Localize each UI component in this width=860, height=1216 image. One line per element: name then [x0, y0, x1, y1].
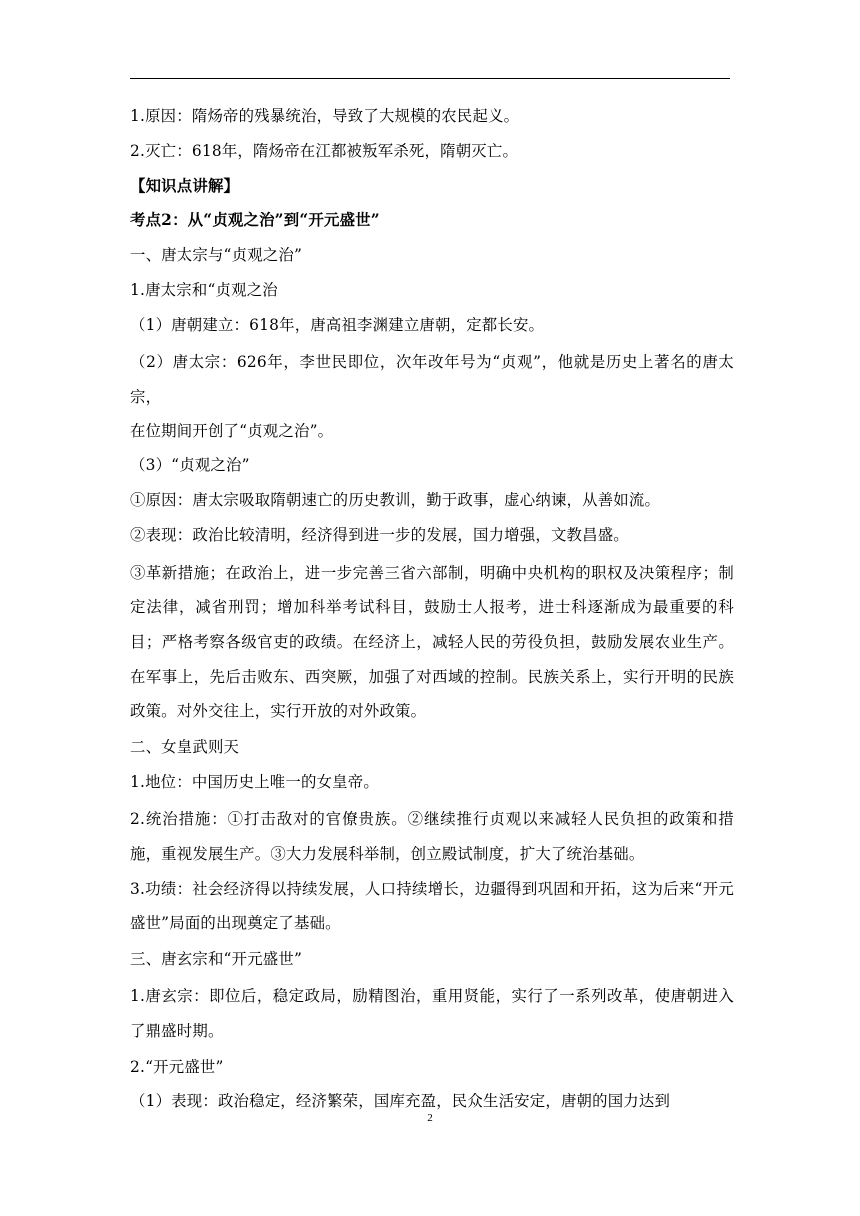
paragraph: ③革新措施；在政治上，进一步完善三省六部制，明确中央机构的职权及决策程序；制定法律，减省刑罚；增加科举考试科目，鼓励士人报考，进士科逐渐成为最重要的科目；严格考察各级官吏的政绩。在经济上，减轻人民的劳役负担，鼓励发展农业生产。在军事上，先后击败东、西突厥，加强了对西域的控制。民族关系上，实行开明的民族政策。对外交往上，实行开放的对外政策。 [130, 563, 734, 721]
section-heading: 【知识点讲解】 [130, 176, 240, 195]
text-line: 2.灭亡：618年，隋炀帝在江都被叛军杀死，隋朝灭亡。 [130, 141, 519, 160]
subsection-heading: 1.唐太宗和“贞观之治 [130, 280, 278, 299]
text-line: ②表现：政治比较清明，经济得到进一步的发展，国力增强，文教昌盛。 [130, 526, 629, 544]
page-number: 2 [427, 1112, 433, 1124]
paragraph: 2.统治措施：①打击敌对的官僚贵族。②继续推行贞观以来减轻人民负担的政策和措施，重视发展生产。③大力发展科举制，创立殿试制度，扩大了统治基础。 [130, 810, 734, 863]
text-line: 在位期间开创了“贞观之治”。 [130, 421, 334, 440]
text-line: ①原因：唐太宗吸取隋朝速亡的历史教训，勤于政事，虚心纳谏，从善如流。 [130, 491, 661, 510]
paragraph: （2）唐太宗：626年，李世民即位，次年改年号为“贞观”，他就是历史上著名的唐太宗， [130, 353, 734, 407]
paragraph: 1.唐玄宗：即位后，稳定政局，励精图治，重用贤能，实行了一系列改革，使唐朝进入了鼎盛时期。 [130, 987, 734, 1041]
text-line: （1）唐朝建立：618年，唐高祖李渊建立唐朝，定都长安。 [130, 315, 545, 334]
text-line: （3）“贞观之治” [130, 456, 250, 475]
topic-heading: 考点2：从“贞观之治”到“开元盛世” [130, 211, 380, 230]
text-line: 1.地位：中国历史上唯一的女皇帝。 [130, 772, 379, 791]
text-line: 2.“开元盛世” [130, 1057, 224, 1076]
section-heading: 三、唐玄宗和“开元盛世” [130, 949, 303, 968]
section-heading: 二、女皇武则天 [130, 737, 240, 756]
text-line: （1）表现：政治稳定，经济繁荣，国库充盈，民众生活安定，唐朝的国力达到 [130, 1092, 671, 1111]
paragraph: 3.功绩：社会经济得以持续发展，人口持续增长，边疆得到巩固和开拓，这为后来“开元盛世”局面的出现奠定了基础。 [130, 879, 734, 933]
text-line: 1.原因：隋炀帝的残暴统治，导致了大规模的农民起义。 [130, 107, 520, 125]
section-heading: 一、唐太宗与“贞观之治” [130, 246, 303, 265]
document-body [130, 102, 734, 1122]
header-rule [130, 78, 730, 79]
